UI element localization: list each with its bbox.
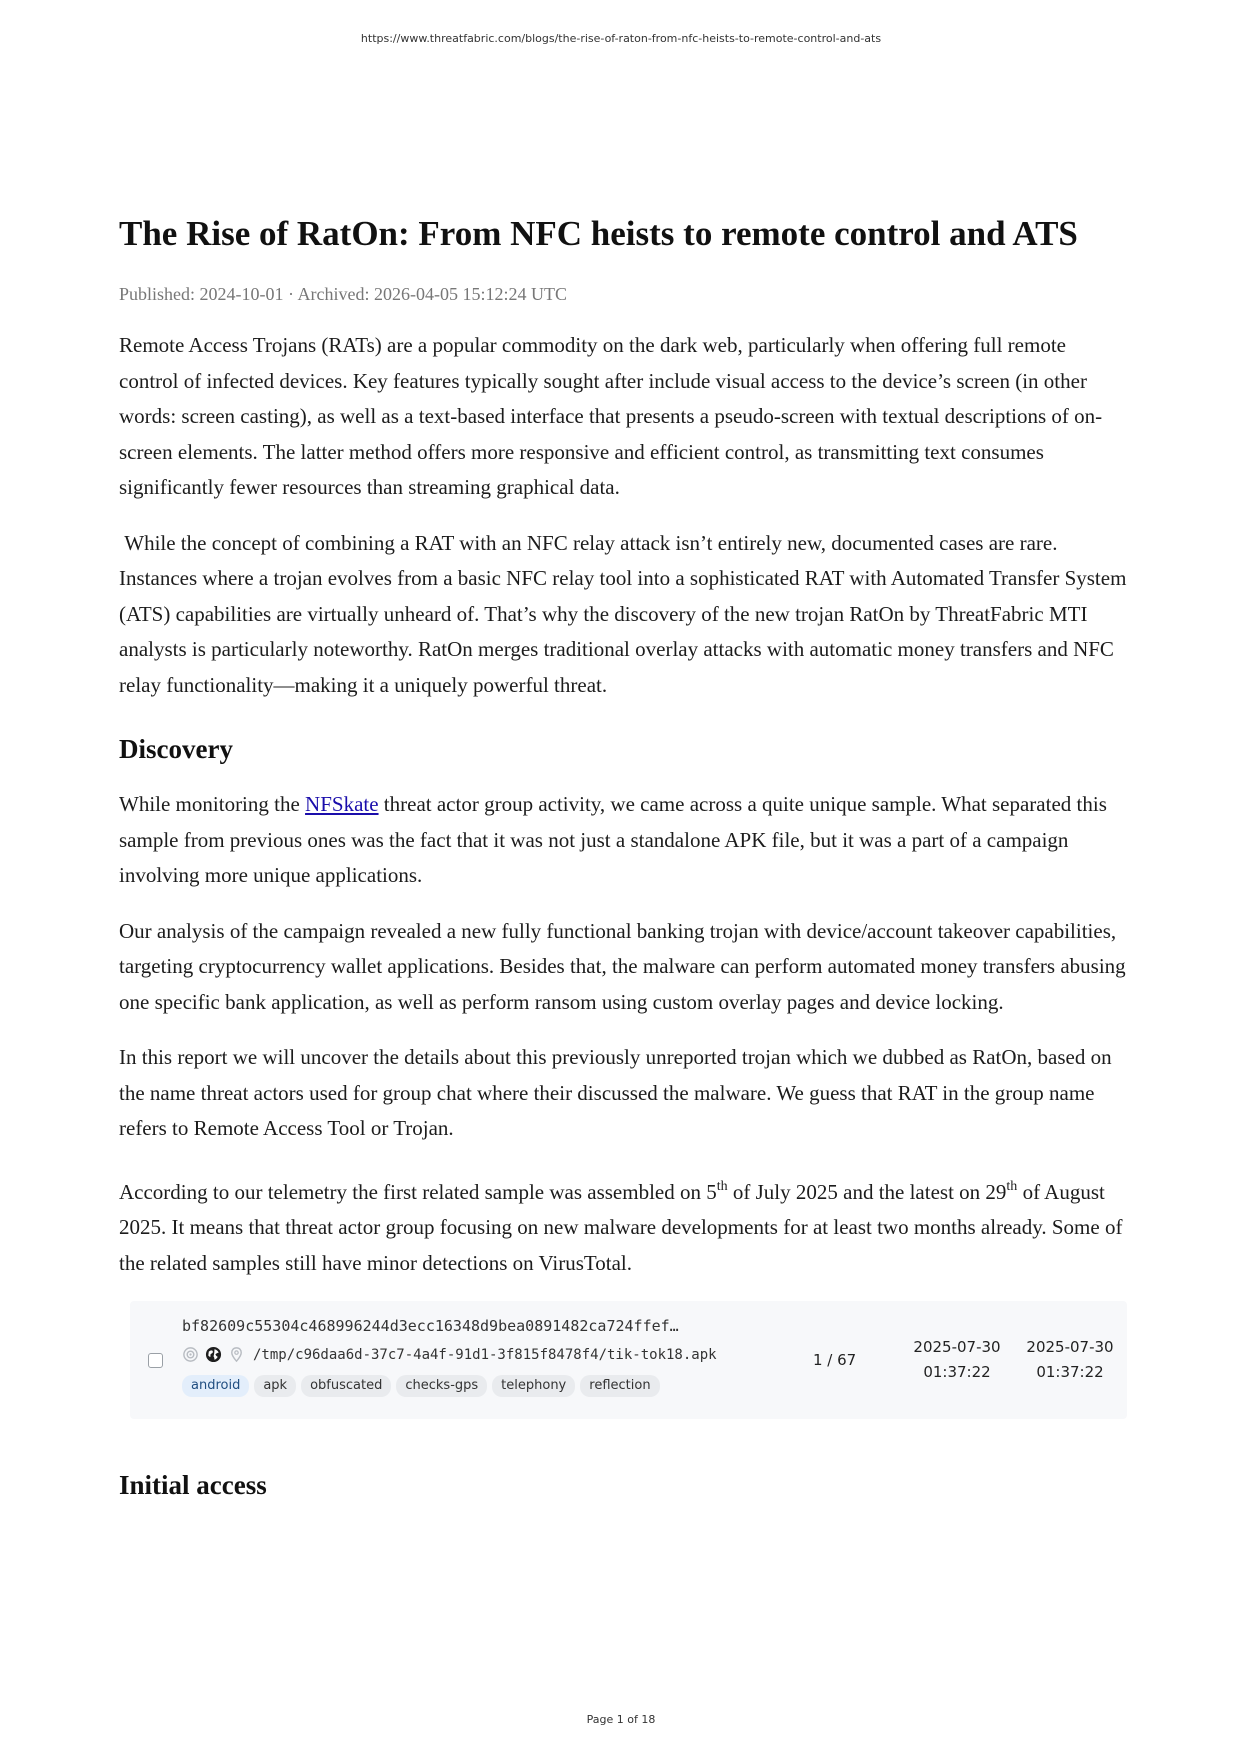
last-seen-time: 01:37:22 — [1036, 1363, 1104, 1381]
tag-checks-gps[interactable]: checks-gps — [396, 1375, 487, 1397]
last-seen-day: 2025-07-30 — [1026, 1338, 1114, 1356]
first-seen-time: 01:37:22 — [923, 1363, 991, 1381]
first-seen-date — [907, 1335, 1007, 1385]
location-pin-icon — [228, 1346, 245, 1363]
virustotal-sample-row[interactable] — [130, 1301, 1127, 1419]
superscript-th-2: th — [1006, 1178, 1018, 1194]
tag-reflection[interactable]: reflection — [580, 1375, 659, 1397]
article-title: The Rise of RatOn: From NFC heists to remote control and ATS — [119, 214, 1078, 253]
sample-tags — [182, 1375, 660, 1397]
last-seen-date — [1020, 1335, 1120, 1385]
sample-select-checkbox[interactable] — [148, 1353, 163, 1368]
discovery-p1-text-after: threat actor group activity, we came across a quite unique sample. What separated this sample from previous ones was the fact that it was not just a standalone APK file, but it was a part of a campaign involving more unique applications. — [119, 792, 1107, 887]
tag-android[interactable]: android — [182, 1375, 249, 1397]
tag-apk[interactable]: apk — [254, 1375, 296, 1397]
discovery-paragraph-2: Our analysis of the campaign revealed a new fully functional banking trojan with device/account takeover capabilities, targeting cryptocurrency wallet applications. Besides that, the malware can perform automated money transfers abusing one specific bank application, as well as perform ransom using custom overlay pages and device locking. — [119, 918, 1126, 1014]
intro-paragraph-1: Remote Access Trojans (RATs) are a popular commodity on the dark web, particularly when offering full remote control of infected devices. Key features typically sought after include visual access to the device’s screen (in other words: screen casting), as well as a text-based interface that presents a pseudo-screen with textual descriptions of on-screen elements. The latter method offers more responsive and efficient control, as transmitting text consumes significantly fewer resources than streaming graphical data. — [119, 333, 1103, 499]
nfskate-link[interactable]: NFSkate — [305, 792, 379, 816]
tag-obfuscated[interactable]: obfuscated — [301, 1375, 391, 1397]
globe-icon — [205, 1346, 222, 1363]
first-seen-day: 2025-07-30 — [913, 1338, 1001, 1356]
page-url-header: https://www.threatfabric.com/blogs/the-rise-of-raton-from-nfc-heists-to-remote-control-and-ats — [360, 32, 882, 45]
discovery-heading: Discovery — [119, 734, 233, 764]
discovery-p1-text-before: While monitoring the — [119, 792, 306, 816]
discovery-p4-part-a: According to our telemetry the first related sample was assembled on 5 — [119, 1179, 717, 1204]
target-icon — [182, 1346, 199, 1363]
initial-access-heading: Initial access — [119, 1470, 267, 1500]
article — [119, 210, 1132, 1523]
sample-hash[interactable]: bf82609c55304c468996244d3ecc16348d9bea0891482ca724ffef… — [182, 1317, 679, 1335]
superscript-th-1: th — [716, 1178, 728, 1194]
tag-telephony[interactable]: telephony — [492, 1375, 575, 1397]
page-number: Page 1 of 18 — [586, 1713, 656, 1726]
discovery-paragraph-1 — [119, 787, 1129, 894]
sample-file-path: /tmp/c96daa6d-37c7-4a4f-91d1-3f815f8478f4/tik-tok18.apk — [253, 1346, 717, 1363]
discovery-paragraph-4 — [119, 1175, 1129, 1282]
detection-ratio: 1 / 67 — [813, 1351, 857, 1369]
intro-paragraph-2: While the concept of combining a RAT with an NFC relay attack isn’t entirely new, documented cases are rare. Instances where a trojan evolves from a basic NFC relay tool into a sophisticated RAT with Automated Transfer System (ATS) capabilities are virtually unheard of. That’s why the discovery of the new trojan RatOn by ThreatFabric MTI analysts is particularly noteworthy. RatOn merges traditional overlay attacks with automatic money transfers and NFC relay functionality—making it a uniquely powerful threat. — [119, 530, 1132, 697]
sample-path-row — [182, 1346, 717, 1363]
discovery-paragraph-3: In this report we will uncover the details about this previously unreported trojan which we dubbed as RatOn, based on the name threat actors used for group chat where their discussed the malware. We guess that RAT in the group name refers to Remote Access Tool or Trojan. — [119, 1045, 1112, 1140]
article-meta: Published: 2024-10-01 · Archived: 2026-04-05 15:12:24 UTC — [119, 284, 567, 304]
discovery-p4-part-c: of August 2025. It means that threat actor group focusing on new malware developments for at least two months already. Some of the related samples still have minor detections on VirusTotal. — [119, 1179, 1123, 1275]
discovery-p4-part-b: of July 2025 and the latest on 29 — [727, 1179, 1007, 1204]
